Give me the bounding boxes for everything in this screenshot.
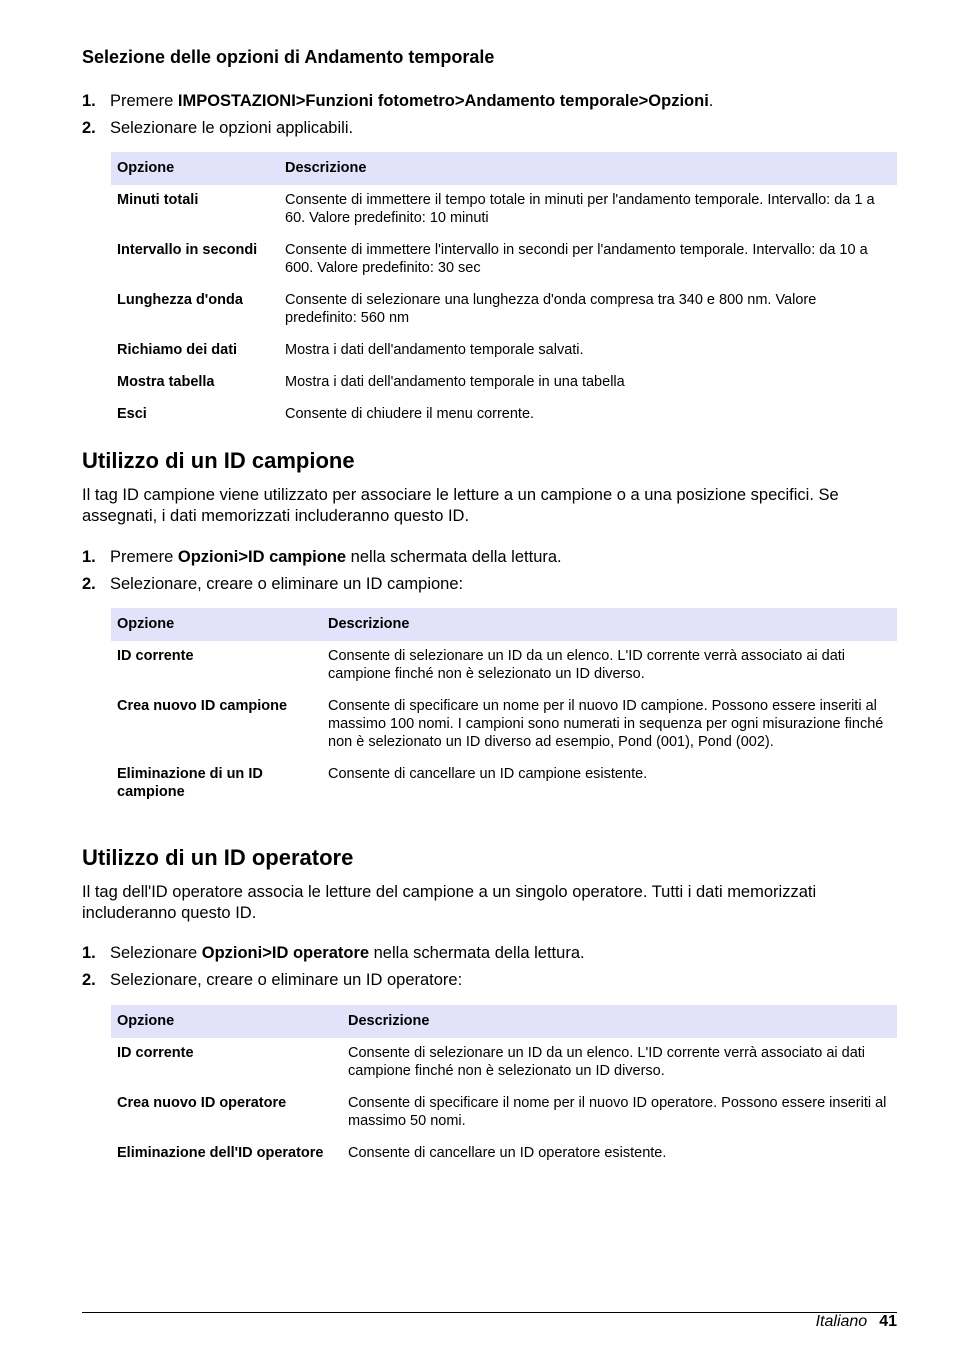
section-heading-id-campione: Utilizzo di un ID campione (82, 448, 355, 473)
option-description: Consente di specificare il nome per il nuovo ID operatore. Possono essere inseriti al massimo 50 nomi. (348, 1095, 887, 1129)
option-name: ID corrente (117, 1045, 194, 1061)
step-1 (82, 91, 713, 112)
step-text-end: . (708, 92, 714, 110)
option-description: Consente di specificare un nome per il nuovo ID campione. Possono essere inseriti al massimo 100 nomi. I campioni sono numerati in sequenza per ogni misurazione finché non è selezionato un ID diverso ad esempio, Pond (001), Pond (002). (328, 698, 884, 750)
option-name: Intervallo in secondi (117, 242, 258, 258)
option-description: Consente di selezionare un ID da un elenco. L'ID corrente verrà associato ai dati campione finché non è selezionato un ID diverso. (348, 1045, 866, 1079)
step-text: Premere (110, 548, 178, 566)
step-text-end: nella schermata della lettura. (369, 944, 585, 962)
column-header-descrizione: Descrizione (322, 608, 897, 641)
option-description: Consente di cancellare un ID operatore esistente. (348, 1145, 667, 1161)
option-name: Lunghezza d'onda (117, 292, 243, 308)
option-name: Esci (117, 406, 147, 422)
step-number: 2. (82, 971, 96, 989)
step-text: Selezionare le opzioni applicabili. (110, 119, 354, 137)
step-text: Premere (110, 92, 178, 110)
options-table-andamento (111, 152, 897, 431)
column-header-descrizione: Descrizione (342, 1005, 897, 1038)
table-header-row (111, 608, 897, 641)
options-table-id-operatore (111, 1005, 897, 1170)
step-number: 1. (82, 944, 96, 962)
step-2 (82, 574, 463, 595)
table-row (111, 399, 897, 431)
page-footer (816, 1312, 897, 1332)
table-header-row (111, 1005, 897, 1038)
table-row (111, 641, 897, 691)
table-row (111, 1088, 897, 1138)
table-row (111, 1138, 897, 1170)
step-1 (82, 943, 585, 964)
footer-divider (82, 1312, 897, 1313)
column-header-opzione: Opzione (111, 152, 279, 185)
option-description: Consente di chiudere il menu corrente. (285, 406, 535, 422)
step-number: 2. (82, 575, 96, 593)
table-row (111, 759, 897, 809)
column-header-opzione: Opzione (111, 1005, 342, 1038)
section-heading-id-operatore: Utilizzo di un ID operatore (82, 845, 354, 870)
table-row (111, 1038, 897, 1088)
step-text: Selezionare, creare o eliminare un ID operatore: (110, 971, 463, 989)
page-number: 41 (879, 1313, 897, 1330)
table-row (111, 367, 897, 399)
table-row (111, 691, 897, 759)
option-name: Mostra tabella (117, 374, 215, 390)
option-name: Crea nuovo ID campione (117, 698, 288, 714)
table-row (111, 185, 897, 235)
section-heading-andamento-temporale: Selezione delle opzioni di Andamento temporale (82, 47, 495, 67)
option-name: Eliminazione dell'ID operatore (117, 1145, 324, 1161)
option-description: Consente di immettere l'intervallo in secondi per l'andamento temporale. Intervallo: da 10 a 600. Valore predefinito: 30 sec (285, 242, 868, 276)
option-name: Minuti totali (117, 192, 199, 208)
option-description: Consente di cancellare un ID campione esistente. (328, 766, 648, 782)
section-intro-id-campione: Il tag ID campione viene utilizzato per associare le letture a un campione o a una posizione specifici. Se assegnati, i dati memorizzati includeranno questo ID. (82, 486, 839, 525)
step-menu-path: Opzioni>ID operatore (201, 944, 370, 962)
table-row (111, 335, 897, 367)
option-description: Mostra i dati dell'andamento temporale salvati. (285, 342, 584, 358)
option-name: Crea nuovo ID operatore (117, 1095, 287, 1111)
step-number: 1. (82, 548, 96, 566)
step-2 (82, 118, 353, 139)
option-name: Eliminazione di un ID campione (117, 766, 263, 800)
option-description: Mostra i dati dell'andamento temporale in una tabella (285, 374, 625, 390)
table-row (111, 235, 897, 285)
option-description: Consente di immettere il tempo totale in minuti per l'andamento temporale. Intervallo: da 1 a 60. Valore predefinito: 10 minuti (285, 192, 875, 226)
options-table-id-campione (111, 608, 897, 809)
option-name: Richiamo dei dati (117, 342, 238, 358)
step-text-end: nella schermata della lettura. (346, 548, 562, 566)
step-menu-path: IMPOSTAZIONI>Funzioni fotometro>Andamento temporale>Opzioni (177, 92, 709, 110)
table-header-row (111, 152, 897, 185)
step-2 (82, 970, 462, 991)
step-text: Selezionare (110, 944, 202, 962)
option-description: Consente di selezionare un ID da un elenco. L'ID corrente verrà associato ai dati campione finché non è selezionato un ID diverso. (328, 648, 846, 682)
column-header-opzione: Opzione (111, 608, 322, 641)
column-header-descrizione: Descrizione (279, 152, 897, 185)
step-number: 1. (82, 92, 96, 110)
table-row (111, 285, 897, 335)
option-description: Consente di selezionare una lunghezza d'onda compresa tra 340 e 800 nm. Valore predefinito: 560 nm (285, 292, 817, 326)
section-intro-id-operatore: Il tag dell'ID operatore associa le letture del campione a un singolo operatore. Tutti i dati memorizzati includeranno questo ID. (82, 883, 817, 922)
step-number: 2. (82, 119, 96, 137)
step-1 (82, 547, 562, 568)
step-menu-path: Opzioni>ID campione (177, 548, 347, 566)
option-name: ID corrente (117, 648, 194, 664)
step-text: Selezionare, creare o eliminare un ID campione: (110, 575, 464, 593)
footer-language: Italiano (815, 1313, 868, 1330)
